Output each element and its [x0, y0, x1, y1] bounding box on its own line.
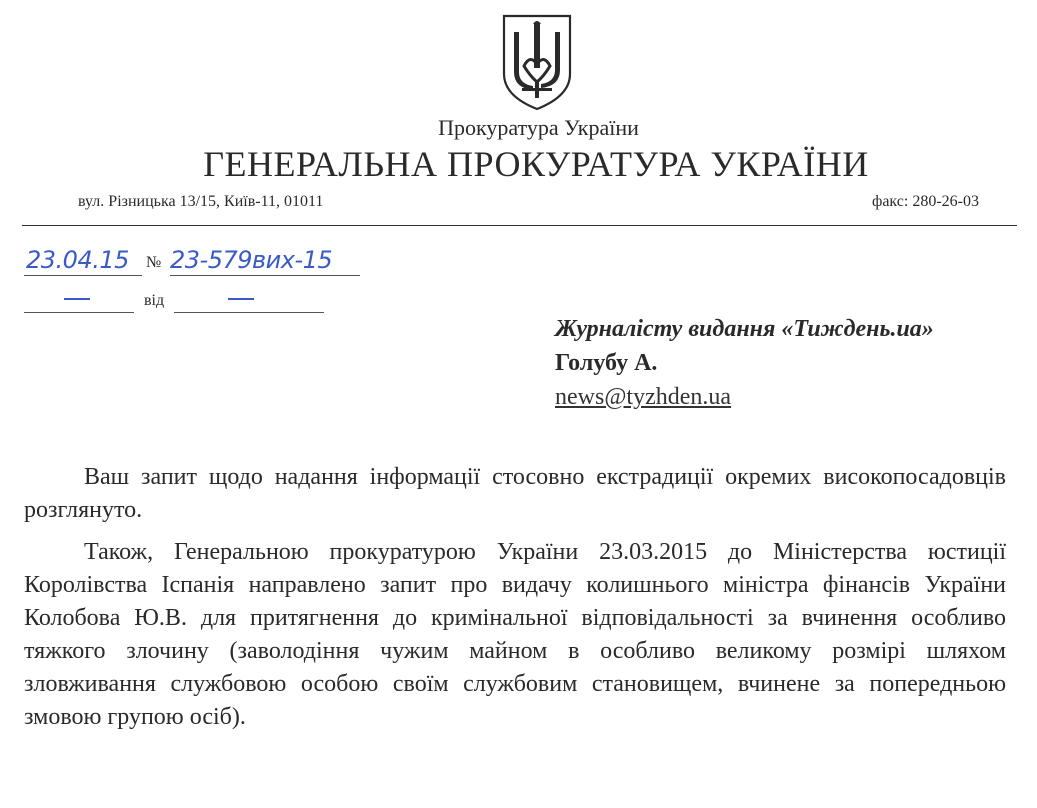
number-underline	[170, 275, 360, 276]
ukraine-trident-icon	[500, 12, 574, 112]
recipient-name: Голубу А.	[555, 350, 658, 376]
paragraph-1-text: Ваш запит щодо надання інформації стосовно екстрадиції окремих високопосадовців розглянуто.	[24, 464, 1006, 523]
recipient-position: Журналісту видання «Тиждень.ua»	[555, 316, 934, 342]
letterhead-fax: факс: 280-26-03	[871, 193, 979, 210]
from-label: від	[144, 292, 165, 309]
letterhead-subtitle: Прокуратура України	[438, 115, 639, 140]
registration-row	[24, 246, 384, 280]
registration-number: 23-579вих-15	[170, 246, 333, 274]
paragraph-2-text: Також, Генеральною прокуратурою України 23.03.2015 до Міністерства юстиції Королівства Іспанія направлено запит про видачу колишнього міністра фінансів України Колобова Ю.В. для притягнення до кримінальної відповідальності за вчинення особливо тяжкого злочину (заволодіння чужим майном в особливо великому розмірі шляхом зловживання службовою особою своїм службовим становищем, вчинене за попередньою змовою групою осіб).	[24, 539, 1006, 730]
letterhead-title: ГЕНЕРАЛЬНА ПРОКУРАТУРА УКРАЇНИ	[203, 144, 869, 184]
recipient-block	[555, 312, 934, 414]
handwritten-dash	[64, 298, 90, 300]
reference-number-line	[24, 312, 134, 313]
letterhead-divider	[22, 225, 1017, 226]
body-paragraph-1	[24, 461, 1006, 527]
letterhead-address: вул. Різницька 13/15, Київ-11, 01011	[78, 193, 324, 210]
registration-date: 23.04.15	[26, 246, 129, 274]
recipient-email-link[interactable]: news@tyzhden.ua	[555, 384, 732, 410]
number-sign: №	[146, 254, 162, 271]
handwritten-dash	[228, 298, 254, 300]
body-paragraph-2	[24, 536, 1006, 734]
date-underline	[24, 275, 142, 276]
reference-date-line	[174, 312, 324, 313]
reference-row	[24, 288, 344, 318]
